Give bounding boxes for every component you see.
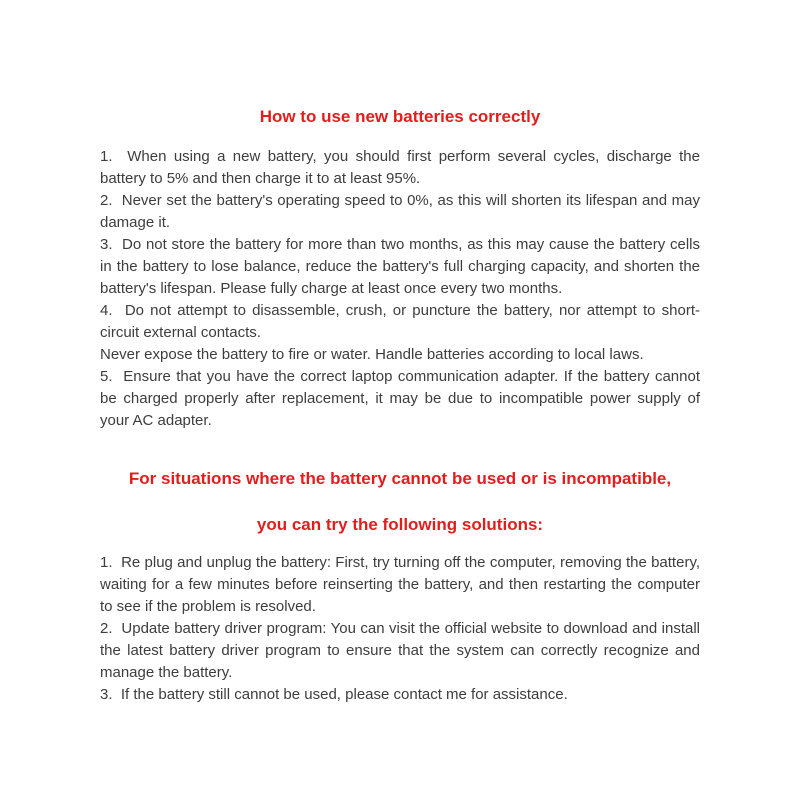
instruction-paragraph: 2. Never set the battery's operating speed to 0%, as this will shorten its lifespan and may damage it. [100, 192, 700, 231]
solution-paragraph: 3. If the battery still cannot be used, please contact me for assistance. [100, 686, 568, 703]
solution-paragraph: 2. Update battery driver program: You can visit the official website to download and install the latest battery driver program to ensure that the system can correctly recognize and manage the battery. [100, 620, 700, 681]
solution-paragraph: 1. Re plug and unplug the battery: First, try turning off the computer, removing the battery, waiting for a few minutes before reinserting the battery, and then restarting the computer to see if the problem is resolved. [100, 554, 700, 615]
section2-title-line1: For situations where the battery cannot be used or is incompatible, [128, 469, 672, 488]
instruction-paragraph: 1. When using a new battery, you should first perform several cycles, discharge the battery to 5% and then charge it to at least 95%. [100, 148, 700, 187]
document-page [100, 0, 700, 706]
section2-paragraphs [100, 552, 700, 706]
section2-title-line2: you can try the following solutions: [256, 515, 544, 534]
instruction-paragraph: Never expose the battery to fire or water. Handle batteries according to local laws. [100, 346, 644, 363]
instruction-paragraph: 3. Do not store the battery for more than two months, as this may cause the battery cells in the battery to lose balance, reduce the battery's full charging capacity, and shorten the battery's lifespan. Please fully charge at least once every two months. [100, 236, 700, 297]
instruction-paragraph: 5. Ensure that you have the correct laptop communication adapter. If the battery cannot be charged properly after replacement, it may be due to incompatible power supply of your AC adapter. [100, 368, 700, 429]
instruction-paragraph: 4. Do not attempt to disassemble, crush, or puncture the battery, nor attempt to short-circuit external contacts. [100, 302, 700, 341]
section1-title: How to use new batteries correctly [259, 107, 541, 126]
section1-paragraphs [100, 146, 700, 432]
